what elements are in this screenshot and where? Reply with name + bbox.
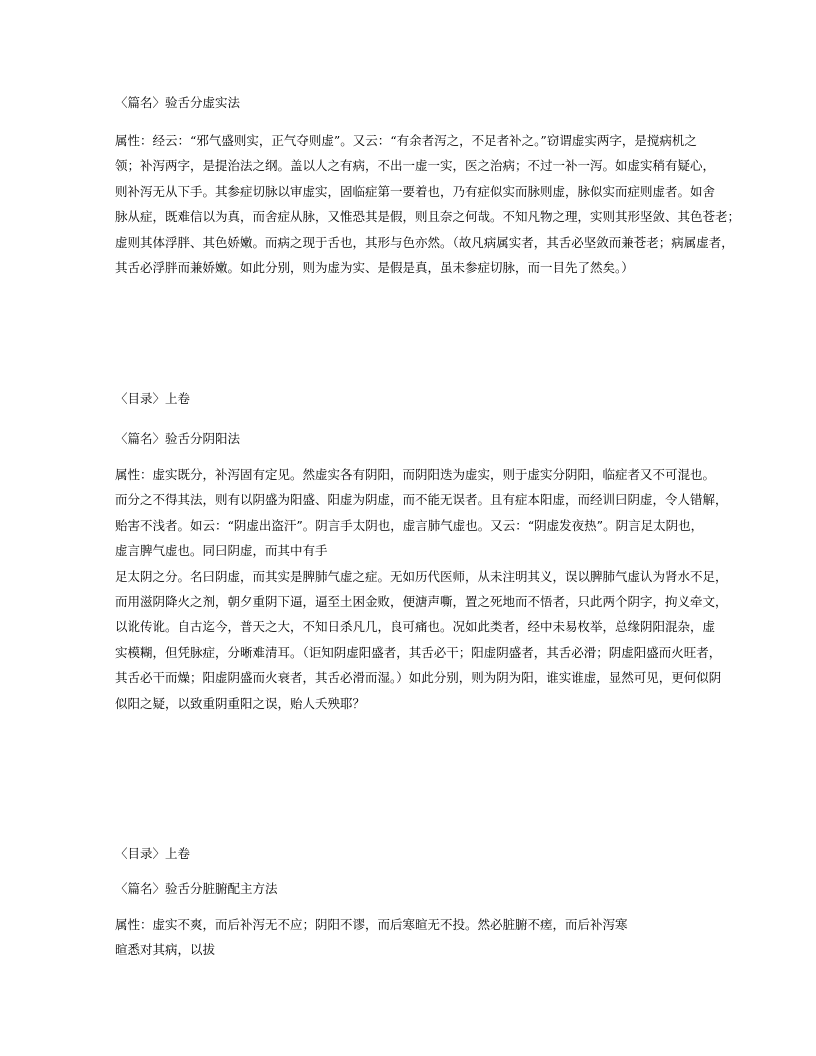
paragraph-line: 足太阴之分。名曰阴虚，而其实是脾肺气虚之症。无如历代医师，从未注明其义，误以脾肺气虚认为肾水不足， [115, 568, 728, 584]
paragraph-line: 以讹传讹。自古迄今，普天之大，不知日杀凡几，良可痛也。况如此类者，经中未易枚举，总缘阴阳混杂，虚 [115, 619, 716, 635]
paragraph-line: 领；补泻两字，是提治法之纲。盖以人之有病，不出一虚一实，医之治病；不过一补一泻。如虚实稍有疑心， [115, 158, 716, 174]
section-3-paragraph [115, 912, 745, 963]
paragraph-line: 属性：虚实既分，补泻固有定见。然虚实各有阴阳，而阴阳迭为虚实，则于虚实分阴阳，临症者又不可混也。 [115, 467, 716, 482]
section-2-heading: 〈篇名〉验舌分阴阳法 [115, 431, 241, 446]
section-1-heading: 〈篇名〉验舌分虚实法 [115, 95, 241, 110]
section-3 [115, 876, 745, 901]
paragraph-line: 脉从症，既难信以为真，而舍症从脉，又惟恐其是假，则且奈之何哉。不知凡物之理，实则其形坚敛、其色苍老； [115, 209, 741, 225]
section-1 [115, 90, 745, 115]
section-3-toc [115, 841, 745, 866]
paragraph-line: 虚则其体浮胖、其色娇嫩。而病之现于舌也，其形与色亦然。（故凡病属实者，其舌必坚敛而兼苍老；病属虚者， [115, 234, 734, 250]
section-1-paragraph [115, 128, 745, 280]
paragraph-line: 其舌必干而燥；阳虚阴盛而火衰者，其舌必滑而湿。）如此分别，则为阴为阳，谁实谁虚，显然可见，更何似阴 [115, 670, 722, 686]
paragraph-line: 暄悉对其病，以拔 [115, 942, 216, 958]
paragraph-line: 则补泻无从下手。其参症切脉以审虚实，固临症第一要着也，乃有症似实而脉则虚，脉似实而症则虚者。如舍 [115, 183, 716, 199]
section-2-paragraph [115, 462, 745, 716]
paragraph-line: 其舌必浮胖而兼娇嫩。如此分别，则为虚为实、是假是真，虽未参症切脉，而一目先了然矣。） [115, 260, 634, 276]
paragraph-line: 而用滋阴降火之剂，朝夕重阴下逼，逼至土困金败，便溏声嘶，置之死地而不悟者，只此两个阴字，拘义牵文， [115, 594, 728, 610]
paragraph-line: 属性：经云：“邪气盛则实，正气夺则虚”。又云：“有余者泻之，不足者补之。”窃谓虚实两字，是搅病机之 [115, 133, 697, 148]
paragraph-line: 实模糊，但凭脉症，分晰难清耳。（讵知阴虚阳盛者，其舌必干；阳虚阴盛者，其舌必滑；阴虚阳盛而火旺者， [115, 644, 722, 660]
toc-label: 〈目录〉上卷 [115, 846, 191, 861]
toc-label: 〈目录〉上卷 [115, 391, 191, 406]
section-3-heading: 〈篇名〉验舌分脏腑配主方法 [115, 881, 278, 896]
paragraph-line: 似阳之疑，以致重阴重阳之误，贻人夭殃耶？ [115, 695, 366, 711]
paragraph-line: 虚言脾气虚也。同曰阴虚，而其中有手 [115, 543, 328, 559]
paragraph-line: 属性：虚实不爽，而后补泻无不应；阴阳不谬，而后寒暄无不投。然必脏腑不瘥，而后补泻寒 [115, 917, 628, 932]
paragraph-line: 而分之不得其法，则有以阴盛为阳盛、阳虚为阴虚，而不能无误者。且有症本阳虚，而经训曰阴虚，令人错解， [115, 492, 728, 508]
section-2 [115, 426, 745, 451]
section-2-toc [115, 386, 745, 411]
paragraph-line: 贻害不浅者。如云：“阴虚出盗汗”。阴言手太阴也，虚言肺气虚也。又云：“阴虚发夜热”。阴言足太阴也， [115, 517, 704, 533]
